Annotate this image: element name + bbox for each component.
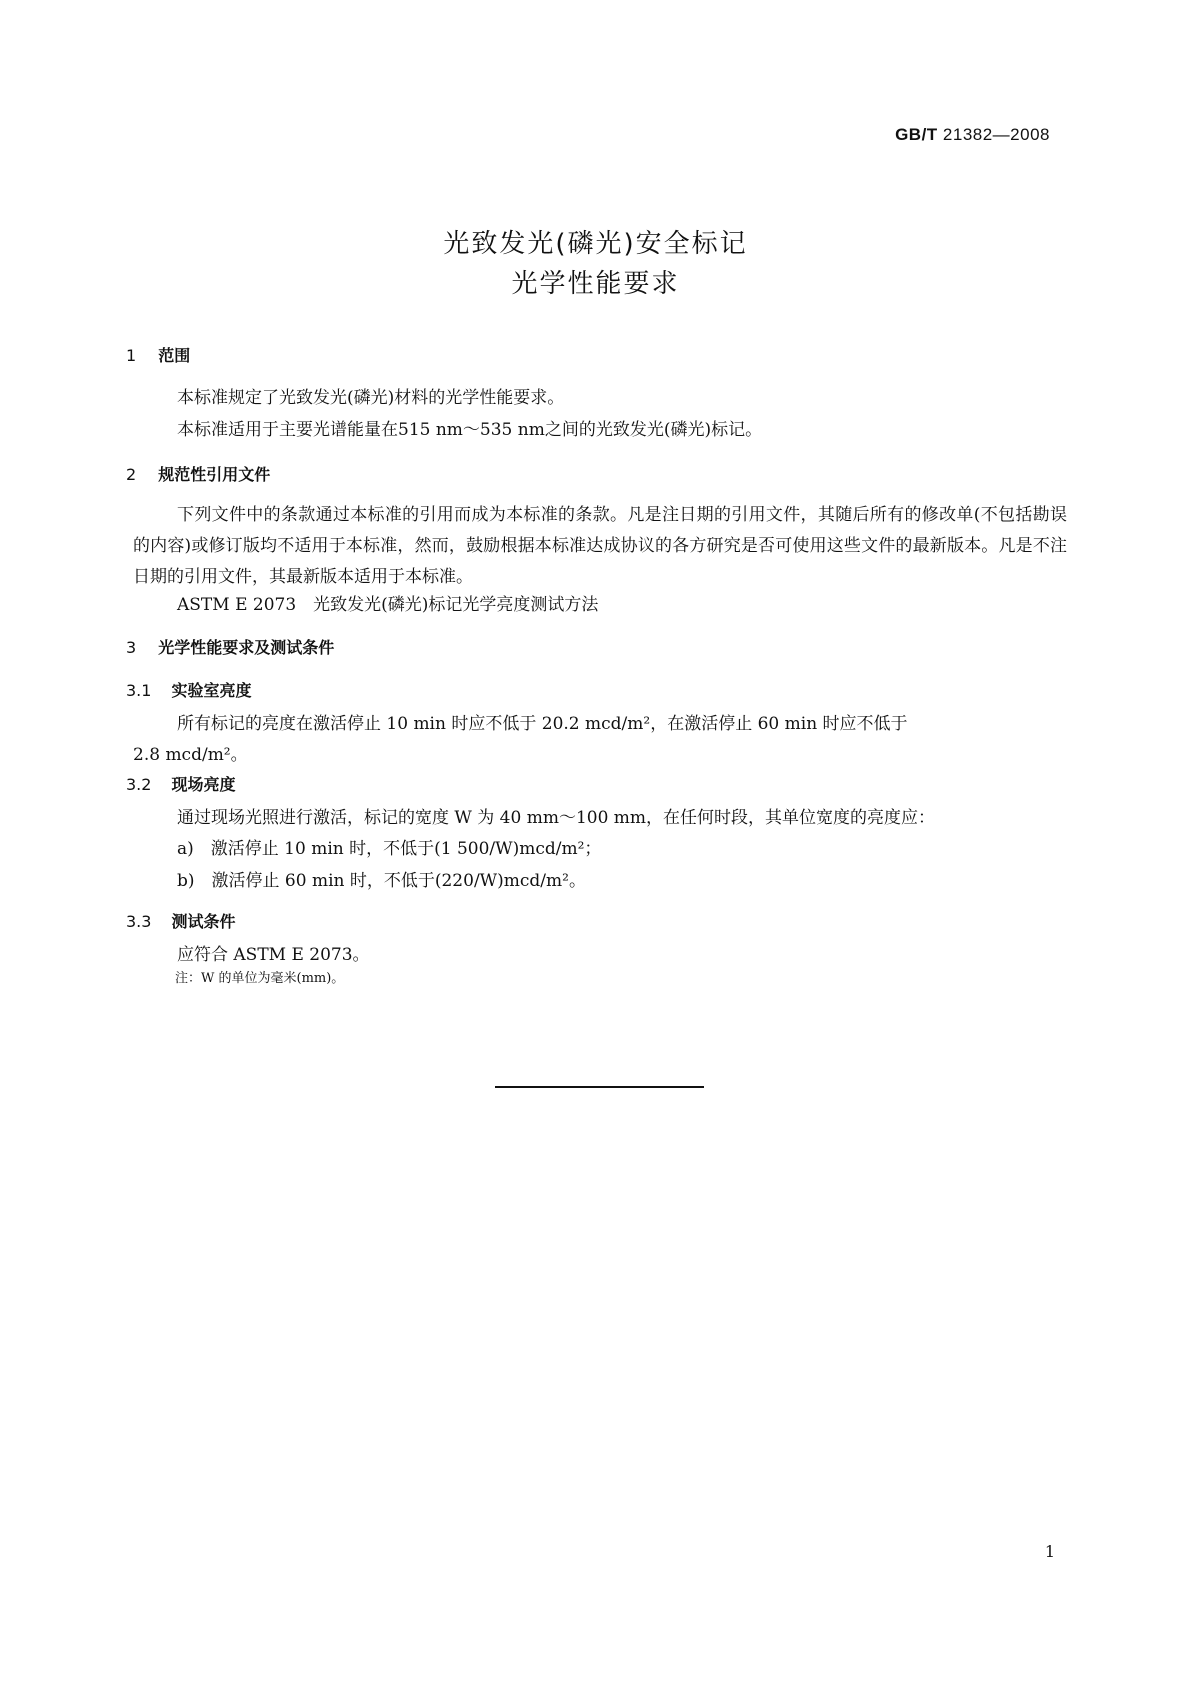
section-1-paragraph-1: 本标准规定了光致发光(磷光)材料的光学性能要求。	[177, 388, 565, 408]
section-3-3-heading	[126, 911, 235, 933]
standard-prefix: GB/T	[895, 125, 938, 144]
section-3-2-paragraph: 通过现场光照进行激活，标记的宽度 W 为 40 mm～100 mm，在任何时段，其单位宽度的亮度应：	[177, 808, 936, 828]
section-3-1-paragraph-line-2: 2.8 mcd/m²。	[133, 745, 248, 765]
document-title	[0, 224, 1191, 304]
section-1-paragraph-2: 本标准适用于主要光谱能量在515 nm～535 nm之间的光致发光(磷光)标记。	[177, 420, 763, 440]
section-number: 3.1	[126, 681, 152, 700]
section-3-1-heading	[126, 680, 251, 702]
page-number: 1	[1044, 1542, 1055, 1561]
section-title: 测试条件	[171, 912, 236, 931]
section-number: 3.3	[126, 912, 152, 931]
section-3-2-heading	[126, 774, 235, 796]
section-2-heading	[126, 464, 270, 486]
section-number: 2	[126, 465, 137, 484]
title-line-2: 光学性能要求	[511, 269, 680, 299]
end-rule	[495, 1086, 704, 1088]
section-title: 实验室亮度	[171, 681, 252, 700]
section-number: 1	[126, 346, 137, 365]
title-line-1: 光致发光(磷光)安全标记	[443, 229, 748, 259]
section-title: 光学性能要求及测试条件	[158, 638, 335, 657]
section-title: 现场亮度	[171, 775, 236, 794]
section-title: 范围	[158, 346, 191, 365]
section-2-paragraph: 下列文件中的条款通过本标准的引用而成为本标准的条款。凡是注日期的引用文件，其随后所有的修改单(不包括勘误的内容)或修订版均不适用于本标准，然而，鼓励根据本标准达成协议的各方研究是否可使用这些文件的最新版本。凡是不注日期的引用文件，其最新版本适用于本标准。	[133, 505, 1067, 587]
list-item-b: b) 激活停止 60 min 时，不低于(220/W)mcd/m²。	[177, 871, 586, 891]
section-1-heading	[126, 345, 190, 367]
standard-number: 21382—2008	[942, 125, 1050, 144]
standard-code	[895, 125, 1050, 145]
section-3-heading	[126, 637, 334, 659]
section-number: 3	[126, 638, 137, 657]
section-number: 3.2	[126, 775, 152, 794]
list-item-a: a) 激活停止 10 min 时，不低于(1 500/W)mcd/m²；	[177, 839, 602, 859]
section-3-1-paragraph-line-1: 所有标记的亮度在激活停止 10 min 时应不低于 20.2 mcd/m²，在激活停止 60 min 时应不低于	[177, 714, 908, 734]
section-3-2-note: 注：W 的单位为毫米(mm)。	[175, 971, 345, 986]
section-title: 规范性引用文件	[158, 465, 271, 484]
normative-reference: ASTM E 2073 光致发光(磷光)标记光学亮度测试方法	[177, 595, 599, 615]
section-3-3-paragraph: 应符合 ASTM E 2073。	[177, 945, 370, 965]
